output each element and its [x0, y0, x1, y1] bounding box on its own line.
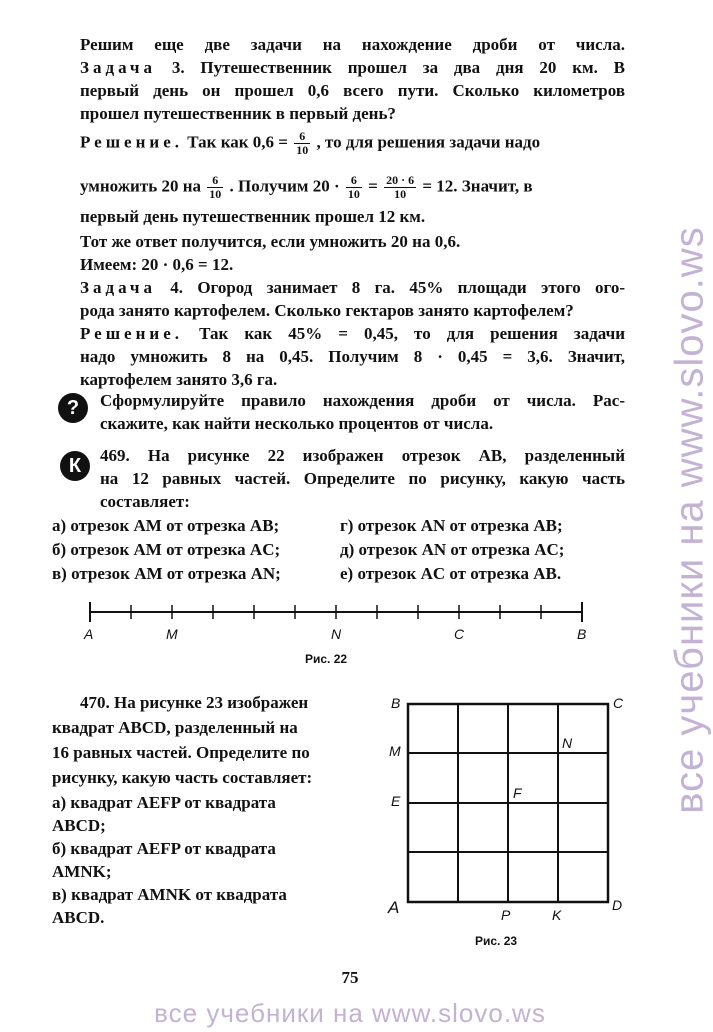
p469-item-e: е) отрезок AC от отрезка AB. [340, 564, 562, 583]
solution3-line3: первый день путешественник прошел 12 км. [80, 207, 426, 226]
p470-line5: а) квадрат AEFP от квадрата [52, 793, 276, 812]
square-grid-lines [408, 704, 608, 902]
task3-line2: первый день он прошел 0,6 всего пути. Сколько километров [80, 81, 625, 100]
p470-line2: квадрат ABCD, разделенный на [52, 718, 298, 737]
label-K: K [552, 907, 562, 923]
p470-line6: ABCD; [52, 816, 106, 835]
question-icon: ? [58, 393, 88, 423]
p470-line10: ABCD. [52, 908, 105, 927]
solution4-line1: Решение. Так как 45% = 0,45, то для решения задачи [80, 324, 626, 343]
k-icon: К [60, 451, 90, 481]
fraction-120-10: $\frac{20 \cdot 6}{10}$ [386, 173, 415, 201]
task3-line3: прошел путешественник в первый день? [80, 104, 396, 123]
p470-line1: 470. На рисунке 23 изображен [80, 693, 309, 712]
figure-22-segment [80, 595, 600, 650]
fraction-6-10-b: $\frac{6}{10}$ [209, 173, 222, 201]
label-N: N [331, 626, 342, 642]
fraction-6-10-c: $\frac{6}{10}$ [347, 173, 360, 201]
p470-line8: AMNK; [52, 862, 112, 881]
p469-line2: на 12 равных частей. Определите по рисунку, какую часть [100, 469, 625, 488]
label-M: M [166, 626, 178, 642]
solution4-line3: картофелем занято 3,6 га. [80, 370, 278, 389]
label-A: A [84, 626, 94, 642]
label-E: E [391, 793, 401, 809]
figure-22-caption: Рис. 22 [305, 652, 348, 666]
alt-answer-line2: Имеем: 20 · 0,6 = 12. [80, 255, 234, 274]
p470-line9: в) квадрат AMNK от квадрата [52, 885, 287, 904]
p470-line4: рисунку, какую часть составляет: [52, 768, 313, 787]
p470-line3: 16 равных частей. Определите по [52, 743, 310, 762]
label-A: A [388, 898, 400, 917]
watermark-vertical: все учебники на www.slovo.ws [667, 226, 712, 814]
task4-line1: Задача 4. Огород занимает 8 га. 45% площади этого ого- [80, 278, 626, 297]
watermark-bottom: все учебники на www.slovo.ws [154, 998, 546, 1028]
alt-answer-line1: Тот же ответ получится, если умножить 20 на 0,6. [80, 232, 461, 251]
task3-label: Задача [80, 58, 156, 77]
intro-text: Решим еще две задачи на нахождение дроби от числа. [80, 35, 625, 54]
task4-line2: рода занято картофелем. Сколько гектаров занято картофелем? [80, 301, 574, 320]
label-P: P [501, 907, 511, 923]
fraction-6-10: $\frac{6}{10}$ [296, 129, 309, 157]
p469-item-g: г) отрезок AN от отрезка AB; [340, 516, 563, 535]
page-number: 75 [341, 968, 359, 987]
p469-item-b: б) отрезок AM от отрезка AC; [52, 540, 281, 559]
p469-line1: 469. На рисунке 22 изображен отрезок AB, разделенный [100, 446, 625, 465]
label-C: C [454, 626, 465, 642]
p469-line3: составляет: [100, 492, 190, 511]
solution4-line2: надо умножить 8 на 0,45. Получим 8 · 0,45 = 3,6. Значит, [80, 347, 625, 366]
label-C: C [613, 695, 624, 711]
p469-item-d: д) отрезок AN от отрезка AC; [340, 540, 565, 559]
task3-line1: Задача 3. Путешественник прошел за два дня 20 км. В [80, 58, 625, 77]
p470-line7: б) квадрат AEFP от квадрата [52, 839, 276, 858]
question-line2: скажите, как найти несколько процентов от числа. [100, 414, 494, 433]
label-D: D [612, 897, 623, 913]
solution3-line1: Решение. Так как 0,6 = $\frac{6}{10}$ , то для решения задачи надо [80, 129, 541, 157]
question-line1: Сформулируйте правило нахождения дроби от числа. Рас- [100, 391, 625, 410]
label-N: N [562, 735, 573, 751]
p469-item-v: в) отрезок AM от отрезка AN; [52, 564, 281, 583]
label-B: B [577, 626, 587, 642]
label-B: B [391, 695, 401, 711]
p469-item-a: а) отрезок AM от отрезка AB; [52, 516, 280, 535]
label-F: F [513, 785, 522, 801]
label-M: M [389, 743, 401, 759]
figure-23-caption: Рис. 23 [475, 934, 518, 948]
solution3-line2: умножить 20 на $\frac{6}{10}$ . Получим 20 · $\frac{6}{10}$ = $\frac{20 \cdot 6}{10}$ = 12. Значит, в [80, 173, 533, 201]
figure-23-square [380, 690, 640, 930]
